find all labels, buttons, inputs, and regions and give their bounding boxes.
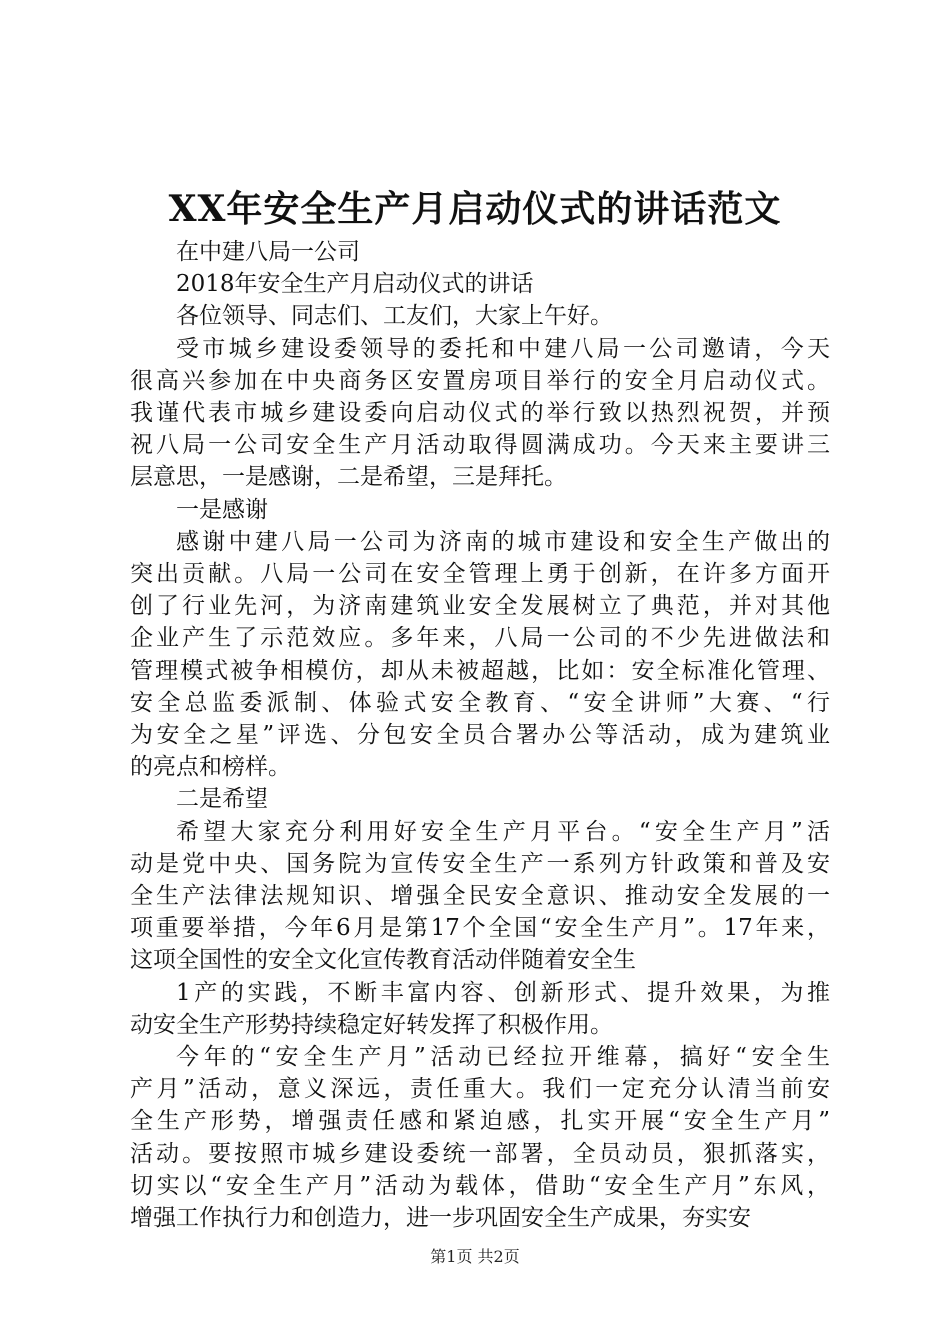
text-line: 1产的实践，不断丰富内容、创新形式、提升效果，为推 <box>176 979 830 1006</box>
text-line: 管理模式被争相模仿，却从未被超越，比如：安全标准化管理、 <box>130 657 830 684</box>
paragraph <box>130 977 830 1041</box>
text-line: 感谢中建八局一公司为济南的城市建设和安全生产做出的 <box>176 528 830 555</box>
text-line: 企业产生了示范效应。多年来，八局一公司的不少先进做法和 <box>130 625 830 652</box>
text-line: 安全总监委派制、体验式安全教育、“安全讲师”大赛、“行 <box>130 689 830 716</box>
document-body <box>130 236 830 1234</box>
text-line: 动安全生产形势持续稳定好转发挥了积极作用。 <box>130 1011 613 1038</box>
text-line: 活动。要按照市城乡建设委统一部署，全员动员，狠抓落实， <box>130 1140 830 1167</box>
text-line: 今年的“安全生产月”活动已经拉开维幕，搞好“安全生 <box>176 1044 830 1071</box>
paragraph <box>130 783 830 815</box>
text-line: 很高兴参加在中央商务区安置房项目举行的安全月启动仪式。 <box>130 367 830 394</box>
text-line: 受市城乡建设委领导的委托和中建八局一公司邀请，今天 <box>176 335 830 362</box>
text-line: 希望大家充分利用好安全生产月平台。“安全生产月”活 <box>176 818 830 845</box>
paragraph <box>130 300 830 332</box>
text-line: 我谨代表市城乡建设委向启动仪式的举行致以热烈祝贺，并预 <box>130 400 830 427</box>
text-line: 在中建八局一公司 <box>176 239 360 265</box>
paragraph <box>130 494 830 526</box>
text-line: 一是感谢 <box>176 496 268 523</box>
text-line: 为安全之星”评选、分包安全员合署办公等活动，成为建筑业 <box>130 722 830 749</box>
page-footer: 第1页 共2页 <box>430 1247 520 1266</box>
text-line: 的亮点和榜样。 <box>130 754 291 781</box>
text-line: 各位领导、同志们、工友们，大家上午好。 <box>176 303 613 330</box>
text-line: 突出贡献。八局一公司在安全管理上勇于创新，在许多方面开 <box>130 561 830 588</box>
paragraph <box>130 333 830 494</box>
text-line: 这项全国性的安全文化宣传教育活动伴随着安全生 <box>130 947 636 974</box>
text-line: 2018年安全生产月启动仪式的讲话 <box>176 271 534 298</box>
paragraph <box>130 236 830 268</box>
text-line: 全生产形势，增强责任感和紧迫感，扎实开展“安全生产月” <box>130 1108 830 1135</box>
paragraph <box>130 526 830 784</box>
paragraph <box>130 816 830 977</box>
page-title: XX年安全生产月启动仪式的讲话范文 <box>168 188 782 230</box>
text-line: 祝八局一公司安全生产月活动取得圆满成功。今天来主要讲三 <box>130 432 830 459</box>
text-line: 二是希望 <box>176 786 268 813</box>
text-line: 层意思，一是感谢，二是希望，三是拜托。 <box>130 464 567 491</box>
text-line: 动是党中央、国务院为宣传安全生产一系列方针政策和普及安 <box>130 850 830 877</box>
text-line: 产月”活动，意义深远，责任重大。我们一定充分认清当前安 <box>130 1076 830 1103</box>
text-line: 增强工作执行力和创造力，进一步巩固安全生产成果，夯实安 <box>130 1205 751 1232</box>
paragraph <box>130 268 830 300</box>
paragraph <box>130 1041 830 1234</box>
text-line: 全生产法律法规知识、增强全民安全意识、推动安全发展的一 <box>130 883 830 910</box>
text-line: 创了行业先河，为济南建筑业安全发展树立了典范，并对其他 <box>130 593 830 620</box>
text-line: 项重要举措，今年6月是第17个全国“安全生产月”。17年来， <box>130 915 830 942</box>
text-line: 切实以“安全生产月”活动为载体，借助“安全生产月”东风， <box>130 1172 830 1199</box>
